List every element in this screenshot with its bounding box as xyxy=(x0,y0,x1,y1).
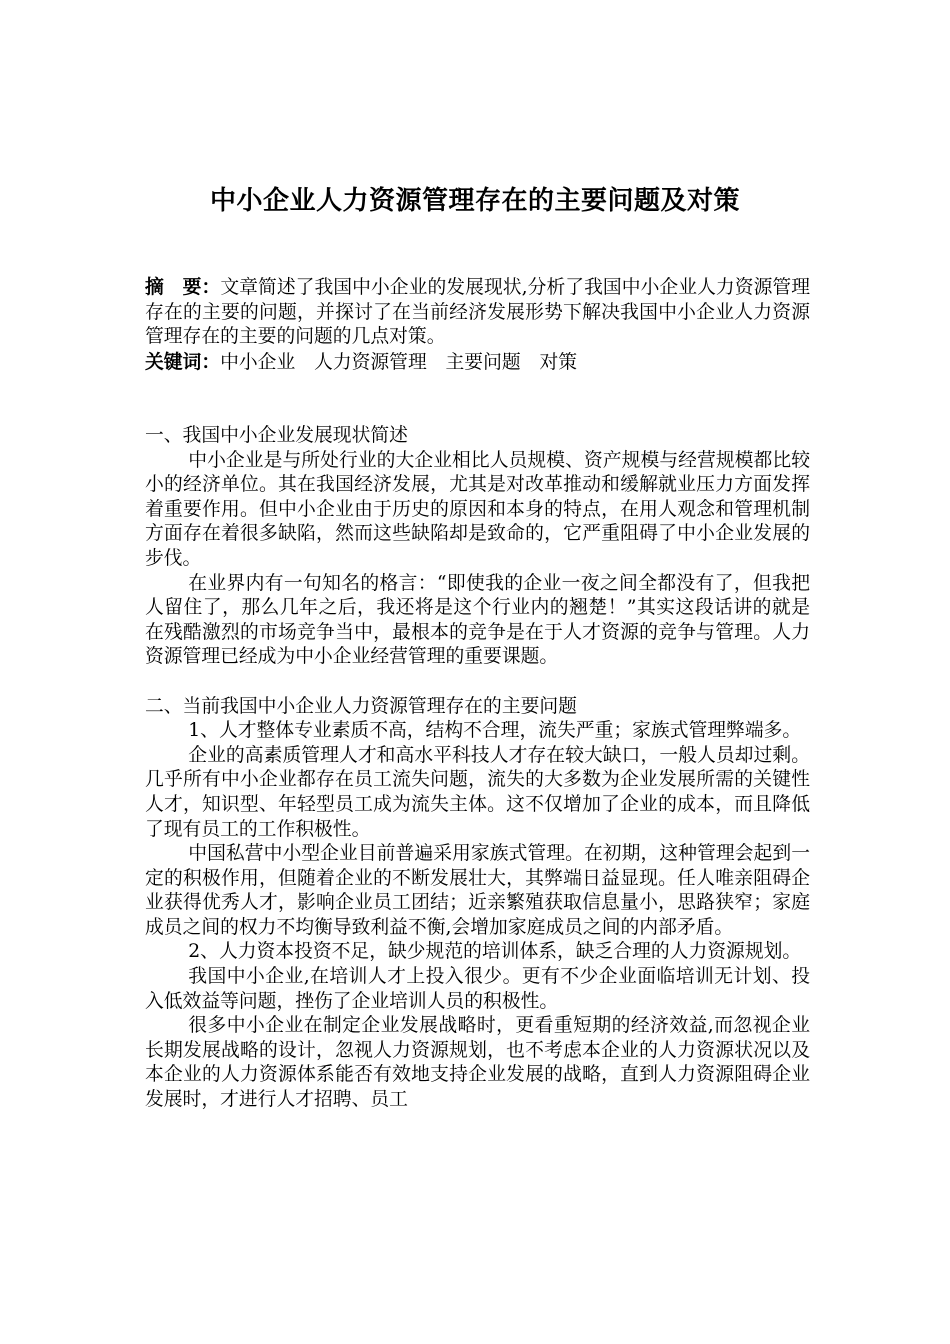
subsection-heading: 1、人才整体专业素质不高，结构不合理，流失严重；家族式管理弊端多。 xyxy=(188,720,802,742)
keywords-label: 关键词： xyxy=(145,350,221,373)
body-paragraph: 在业界内有一句知名的格言：“即使我的企业一夜之间全都没有了，但我把人留住了，那么几年之后，我还将是这个行业内的翘楚！”其实这段话讲的就是在残酷激烈的市场竞争当中，最根本的竞争是在于人才资源的竞争与管理。人力资源管理已经成为中小企业经营管理的重要课题。 xyxy=(145,572,810,668)
keyword-item: 主要问题 xyxy=(445,351,521,373)
abstract-paragraph xyxy=(145,275,810,350)
body-paragraph: 中小企业是与所处行业的大企业相比人员规模、资产规模与经营规模都比较小的经济单位。其在我国经济发展，尤其是对改革推动和缓解就业压力方面发挥着重要作用。但中小企业由于历史的原因和本身的特点，在用人观念和管理机制方面存在着很多缺陷，然而这些缺陷却是致命的，它严重阻碍了中小企业发展的步伐。 xyxy=(145,449,810,569)
abstract-block xyxy=(145,275,810,375)
keyword-item: 人力资源管理 xyxy=(314,351,427,373)
keywords-line xyxy=(145,350,810,376)
body-paragraph: 很多中小企业在制定企业发展战略时，更看重短期的经济效益,而忽视企业长期发展战略的设计，忽视人力资源规划，也不考虑本企业的人力资源状况以及本企业的人力资源体系能否有效地支持企业发展的战略，直到人力资源阻碍企业发展时，才进行人才招聘、员工 xyxy=(145,1015,810,1111)
section-heading: 一、我国中小企业发展现状简述 xyxy=(145,425,408,446)
document-body xyxy=(145,424,810,1113)
abstract-text: 文章简述了我国中小企业的发展现状,分析了我国中小企业人力资源管理存在的主要的问题，并探讨了在当前经济发展形势下解决我国中小企业人力资源管理存在的主要的问题的几点对策。 xyxy=(145,277,811,348)
body-paragraph: 中国私营中小型企业目前普遍采用家族式管理。在初期，这种管理会起到一定的积极作用，但随着企业的不断发展壮大，其弊端日益显现。任人唯亲阻碍企业获得优秀人才，影响企业员工团结；近亲繁殖获取信息量小，思路狭窄；家庭成员之间的权力不均衡导致利益不衡,会增加家庭成员之间的内部矛盾。 xyxy=(145,843,810,938)
body-paragraph: 我国中小企业,在培训人才上投入很少。更有不少企业面临培训无计划、投入低效益等问题，挫伤了企业培训人员的积极性。 xyxy=(145,966,810,1012)
keyword-item: 中小企业 xyxy=(220,351,296,373)
section-spacer xyxy=(145,670,810,695)
body-paragraph: 企业的高素质管理人才和高水平科技人才存在较大缺口，一般人员却过剩。几乎所有中小企业都存在员工流失问题，流失的大多数为企业发展所需的关键性人才，知识型、年轻型员工成为流失主体。这不仅增加了企业的成本，而且降低了现有员工的工作积极性。 xyxy=(145,744,810,840)
keyword-item: 对策 xyxy=(539,351,578,373)
section-heading: 二、当前我国中小企业人力资源管理存在的主要问题 xyxy=(145,695,577,717)
subsection-heading: 2、人力资本投资不足，缺少规范的培训体系，缺乏合理的人力资源规划。 xyxy=(188,941,802,963)
abstract-label: 摘 要： xyxy=(145,276,221,298)
document-title: 中小企业人力资源管理存在的主要问题及对策 xyxy=(209,186,740,216)
